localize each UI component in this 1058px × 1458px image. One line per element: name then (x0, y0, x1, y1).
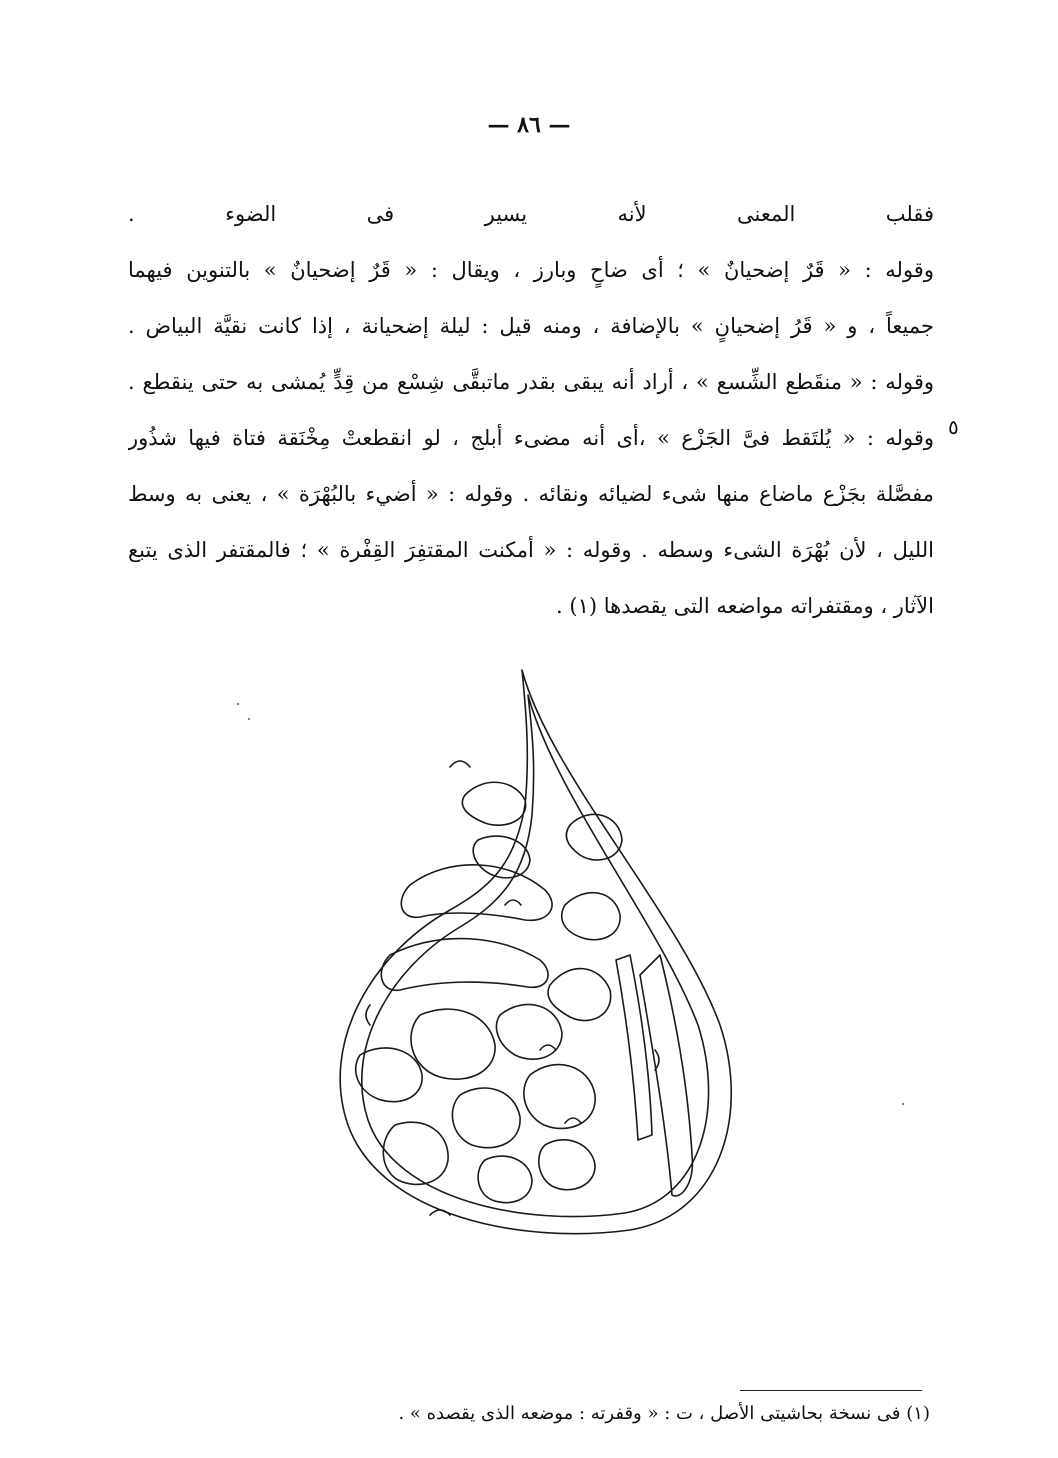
speck (237, 703, 239, 705)
inner-sweep-stroke (362, 695, 709, 1217)
diacritic-mark (366, 1005, 370, 1025)
letter-stroke (562, 893, 620, 940)
calligraphy-teardrop-svg (300, 655, 770, 1245)
letter-stroke (383, 1122, 448, 1184)
diacritic-mark (540, 1045, 556, 1050)
letter-stroke (356, 1048, 422, 1102)
letter-stroke (473, 836, 530, 878)
letter-stroke (539, 1140, 595, 1190)
text-line: فقلب المعنى لأنه يسير فى الضوء . (128, 202, 934, 226)
letter-stroke (566, 814, 622, 860)
text-line: الآثار ، ومقتفراته مواضعه التى يقصدها (١) . (556, 594, 934, 618)
footnote: (١) فى نسخة بحاشيتى الأصل ، ت : « وقفرته : موضعه الذى يقصده » . (398, 1403, 930, 1424)
letter-stroke (524, 1065, 595, 1129)
letter-stroke (381, 939, 548, 991)
diacritic-mark (430, 1210, 450, 1215)
speck (902, 1103, 904, 1105)
letter-stroke (411, 1009, 495, 1079)
calligraphy-figure (300, 655, 770, 1245)
text-line: الليل ، لأن بُهْرَة الشىء وسطه . وقوله : « أمكنت المقتفِرَ القِفْرة » ؛ فالمقتفر الذى يتبع (128, 538, 934, 562)
text-line: وقوله : « قَرٌ إضحيانٌ » ؛ أى ضاحٍ وبارز ، ويقال : « قَرٌ إضحيانٌ » بالتنوين فيهما (128, 258, 934, 282)
alif-stroke (616, 955, 652, 1140)
footnote-divider (740, 1390, 922, 1391)
line-number-marker: ٥ (948, 415, 959, 439)
letter-stroke (478, 1156, 532, 1203)
letter-stroke (548, 969, 611, 1021)
letter-stroke (452, 1088, 520, 1148)
diacritic-mark (565, 1118, 581, 1123)
text-line: مفصَّلة بجَزْع ماضاع منها شىء لضيائه ونقائه . وقوله : « أضيء بالبُهْرَة » ، يعنى به وسط (128, 482, 934, 506)
letter-stroke (462, 782, 525, 825)
body-text (128, 186, 934, 634)
speck (248, 718, 250, 720)
text-line: جميعاً ، و « قَرُ إضحيانٍ » بالإضافة ، ومنه قيل : ليلة إضحيانة ، إذا كانت نقيَّة البياض . (128, 314, 934, 338)
text-line: وقوله : « يُلتَقط فىَّ الجَزْع » ،أى أنه مضىء أبلج ، لو انقطعتْ مِخْنَقة فتاة فيها شذُور (128, 426, 934, 450)
letter-stroke (496, 1005, 562, 1060)
page-number: — ٨٦ — (487, 112, 571, 138)
diacritic-mark (450, 761, 470, 767)
text-line: وقوله : « منقَطع الشِّسع » ، أراد أنه يبقى بقدر ماتبقَّى شِسْع من قِدٍّ يُمشى به حتى ينقطع . (128, 370, 934, 394)
outer-sweep-stroke (340, 670, 731, 1234)
diacritic-mark (505, 900, 521, 905)
